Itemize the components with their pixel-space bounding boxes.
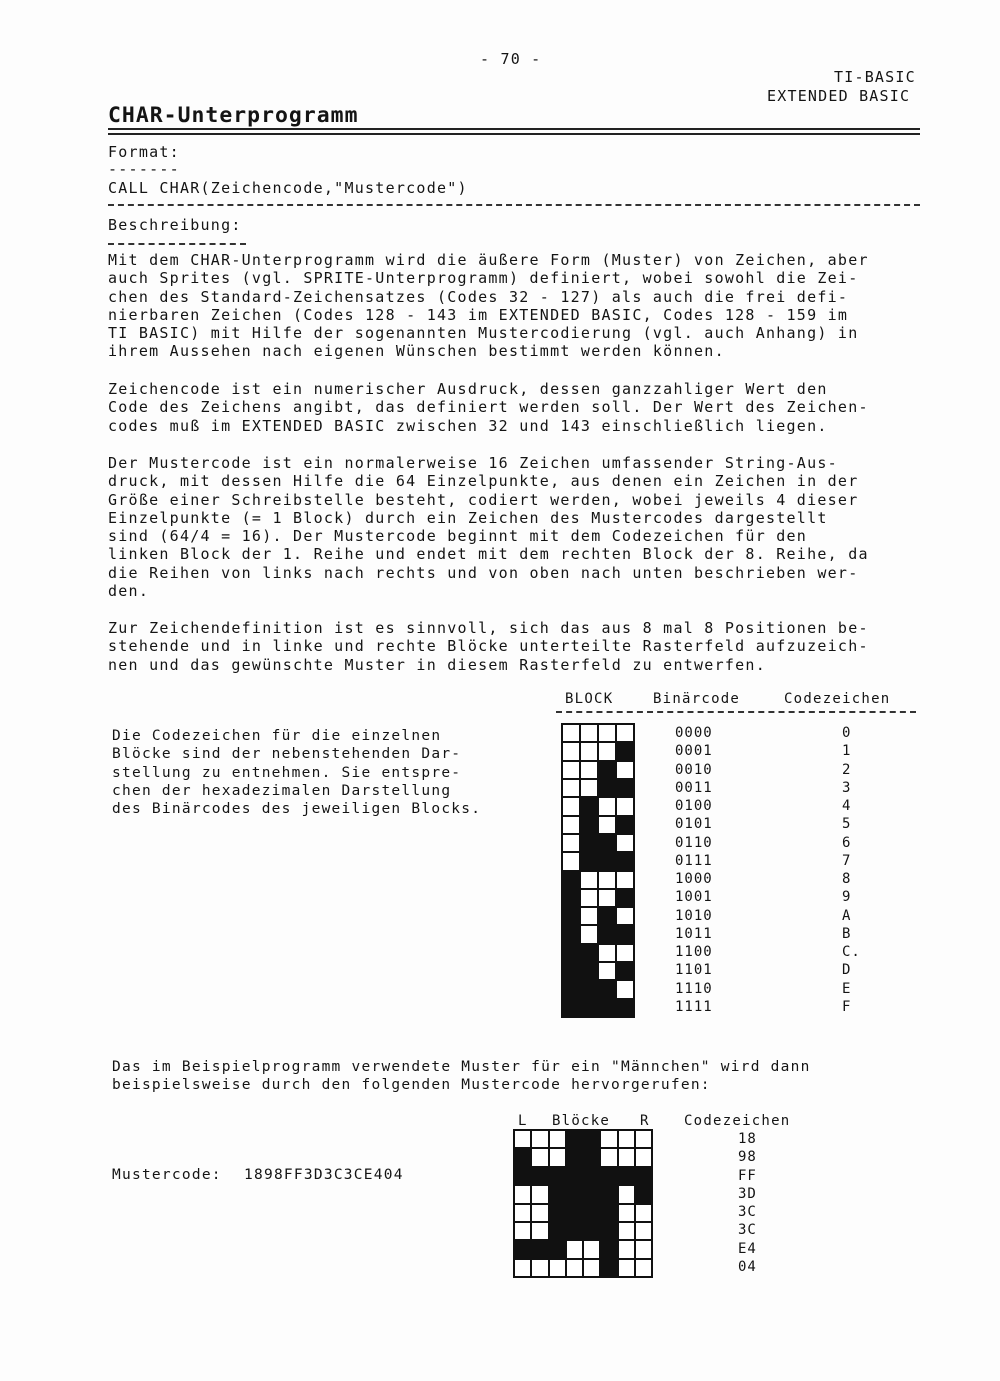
block-header: BLOCK	[565, 691, 614, 707]
page-number: - 70 -	[480, 50, 542, 68]
pattern-cell	[531, 1185, 548, 1203]
code-char: 4	[842, 798, 852, 814]
pattern-cell	[618, 1259, 635, 1277]
pattern-cell	[583, 1240, 600, 1258]
block-cell	[580, 834, 598, 852]
pattern-cell	[566, 1148, 583, 1166]
binary-code: 1010	[675, 907, 713, 924]
pattern-cell	[549, 1185, 566, 1203]
example-header-bloecke: Blöcke	[552, 1113, 611, 1129]
header-extended-basic: EXTENDED BASIC	[767, 87, 911, 105]
pattern-cell	[635, 1185, 652, 1203]
paragraph-4: Zur Zeichendefinition ist es sinnvoll, sich das aus 8 mal 8 Positionen be- stehende und in linke und rechte Blöcke unterteilte Rasterfeld aufzuzeich- nen und das gewünschte Muster in diesem Rasterfeld zu entwerfen.	[108, 619, 869, 674]
binary-code: 1101	[675, 962, 713, 979]
mustercode-label: Mustercode:	[112, 1167, 222, 1183]
code-char: 2	[842, 761, 852, 778]
pattern-cell	[600, 1148, 617, 1166]
block-cell	[616, 999, 634, 1017]
pattern-cell	[583, 1185, 600, 1203]
pattern-cell	[566, 1204, 583, 1222]
pattern-cell	[531, 1167, 548, 1185]
pattern-cell	[600, 1130, 617, 1148]
code-char: 3	[842, 779, 852, 796]
block-cell	[598, 834, 616, 852]
block-cell	[562, 980, 580, 998]
binary-code: 0010	[675, 761, 713, 778]
block-cell	[598, 980, 616, 998]
binary-code: 0101	[675, 816, 713, 833]
binary-code: 1110	[675, 980, 713, 997]
block-cell	[598, 871, 616, 889]
block-cell	[580, 852, 598, 870]
block-cell	[580, 779, 598, 797]
format-underline: -------	[108, 160, 180, 178]
block-cell	[580, 925, 598, 943]
block-cell	[598, 925, 616, 943]
format-dashed-rule	[108, 204, 920, 206]
pattern-cell	[618, 1240, 635, 1258]
row-code: 04	[738, 1258, 757, 1275]
codezeichen-header: Codezeichen	[784, 691, 891, 707]
block-cell	[562, 797, 580, 815]
block-cell	[616, 925, 634, 943]
block-cell	[562, 779, 580, 797]
pattern-cell	[514, 1204, 531, 1222]
pattern-cell	[618, 1185, 635, 1203]
pattern-cell	[566, 1222, 583, 1240]
pattern-cell	[635, 1148, 652, 1166]
page-title: CHAR-Unterprogramm	[108, 103, 359, 127]
block-cell	[562, 834, 580, 852]
block-cell	[562, 724, 580, 742]
pattern-cell	[514, 1167, 531, 1185]
block-cell	[616, 852, 634, 870]
pattern-cell	[549, 1222, 566, 1240]
title-double-rule	[108, 128, 920, 135]
pattern-cell	[583, 1130, 600, 1148]
pattern-cell	[531, 1240, 548, 1258]
pattern-cell	[583, 1148, 600, 1166]
block-cell	[580, 816, 598, 834]
pattern-cell	[600, 1185, 617, 1203]
block-cell	[580, 962, 598, 980]
block-cell	[580, 797, 598, 815]
block-cell	[580, 761, 598, 779]
block-cell	[616, 889, 634, 907]
binary-code: 0000	[675, 725, 713, 741]
row-code: 18	[738, 1131, 757, 1147]
row-code: 3C	[738, 1204, 757, 1220]
block-cell	[616, 742, 634, 760]
block-cell	[598, 944, 616, 962]
example-code-column	[738, 1130, 757, 1276]
format-syntax: CALL CHAR(Zeichencode,"Mustercode")	[108, 179, 468, 197]
block-cell	[562, 871, 580, 889]
pattern-cell	[531, 1222, 548, 1240]
pattern-cell	[566, 1130, 583, 1148]
pattern-cell	[618, 1204, 635, 1222]
code-char: 1	[842, 743, 852, 760]
block-cell	[616, 724, 634, 742]
binary-code: 1100	[675, 944, 713, 960]
block-cell	[580, 889, 598, 907]
block-cell	[580, 944, 598, 962]
block-cell	[598, 742, 616, 760]
pattern-cell	[600, 1204, 617, 1222]
example-intro: Das im Beispielprogramm verwendete Muster für ein "Männchen" wird dann beispielsweise durch den folgenden Mustercode hervorgerufen:	[112, 1059, 811, 1094]
block-cell	[562, 999, 580, 1017]
pattern-cell	[583, 1259, 600, 1277]
code-char: E	[842, 980, 852, 997]
pattern-cell	[531, 1204, 548, 1222]
binary-code: 1011	[675, 925, 713, 942]
row-code: FF	[738, 1167, 757, 1184]
header-ti-basic: TI-BASIC	[834, 68, 916, 86]
binary-code: 1111	[675, 998, 713, 1015]
binary-code: 1000	[675, 871, 713, 887]
binary-code: 0110	[675, 834, 713, 851]
pattern-cell	[531, 1259, 548, 1277]
binary-code: 0001	[675, 743, 713, 760]
block-cell	[562, 962, 580, 980]
block-cell	[562, 816, 580, 834]
block-cell	[580, 980, 598, 998]
pattern-cell	[618, 1148, 635, 1166]
code-char: 5	[842, 816, 852, 833]
pattern-cell	[514, 1222, 531, 1240]
block-cell	[562, 944, 580, 962]
block-cell	[562, 907, 580, 925]
pattern-cell	[566, 1259, 583, 1277]
block-pattern-grid	[561, 723, 635, 1018]
block-cell	[562, 889, 580, 907]
description-heading: Beschreibung:	[108, 216, 242, 234]
block-cell	[598, 889, 616, 907]
pattern-cell	[549, 1240, 566, 1258]
pattern-cell	[583, 1222, 600, 1240]
example-header-r: R	[640, 1113, 650, 1129]
block-cell	[616, 871, 634, 889]
pattern-cell	[549, 1259, 566, 1277]
block-cell	[580, 742, 598, 760]
block-cell	[598, 797, 616, 815]
pattern-cell	[566, 1240, 583, 1258]
code-char: 8	[842, 871, 852, 887]
pattern-cell	[566, 1167, 583, 1185]
paragraph-3: Der Mustercode ist ein normalerweise 16 Zeichen umfassender String-Aus- druck, mit dessen Hilfe die 64 Einzelpunkte, aus denen ein Zeichen in der Größe einer Schreibstelle besteht, codiert werden, wobei jeweils 4 dieser Einzelpunkte (= 1 Block) durch ein Zeichen des Mustercodes dargestellt sind (64/4 = 16). Der Mustercode beginnt mit dem Codezeichen für den linken Block der 1. Reihe und endet mit dem rechten Block der 8. Reihe, da die Reihen von links nach rechts und von oben nach unten beschrieben wer- den.	[108, 454, 869, 601]
pattern-cell	[600, 1259, 617, 1277]
binary-code: 0100	[675, 798, 713, 814]
block-cell	[616, 779, 634, 797]
block-cell	[598, 724, 616, 742]
row-code: 3C	[738, 1222, 757, 1239]
block-cell	[580, 871, 598, 889]
block-cell	[598, 852, 616, 870]
pattern-cell	[549, 1204, 566, 1222]
block-cell	[598, 779, 616, 797]
block-cell	[616, 980, 634, 998]
binary-header: Binärcode	[653, 691, 741, 707]
block-cell	[562, 852, 580, 870]
block-cell	[598, 816, 616, 834]
row-code: E4	[738, 1240, 757, 1257]
pattern-cell	[514, 1185, 531, 1203]
code-char: A	[842, 907, 852, 924]
format-heading: Format:	[108, 143, 180, 161]
maennchen-pattern-grid	[513, 1129, 653, 1278]
pattern-cell	[600, 1222, 617, 1240]
pattern-cell	[514, 1259, 531, 1277]
block-cell	[562, 761, 580, 779]
pattern-cell	[549, 1130, 566, 1148]
binary-code-column	[675, 724, 713, 1016]
pattern-cell	[618, 1130, 635, 1148]
code-char: C.	[842, 944, 861, 960]
block-cell	[598, 962, 616, 980]
pattern-cell	[635, 1130, 652, 1148]
row-code: 3D	[738, 1185, 757, 1202]
code-char: B	[842, 925, 852, 942]
example-header-l: L	[518, 1113, 528, 1129]
block-cell	[562, 742, 580, 760]
row-code: 98	[738, 1149, 757, 1166]
block-cell	[616, 834, 634, 852]
block-cell	[580, 724, 598, 742]
pattern-cell	[618, 1167, 635, 1185]
pattern-cell	[531, 1130, 548, 1148]
block-table-rule	[556, 711, 916, 713]
block-cell	[598, 907, 616, 925]
block-cell	[598, 761, 616, 779]
description-underline	[108, 243, 246, 245]
pattern-cell	[635, 1167, 652, 1185]
pattern-cell	[635, 1240, 652, 1258]
block-cell	[616, 761, 634, 779]
binary-code: 1001	[675, 889, 713, 906]
block-cell	[562, 925, 580, 943]
block-cell	[580, 907, 598, 925]
code-char: D	[842, 962, 852, 979]
block-cell	[616, 797, 634, 815]
binary-code: 0011	[675, 779, 713, 796]
example-header-codes: Codezeichen	[684, 1113, 791, 1129]
pattern-cell	[514, 1148, 531, 1166]
code-char: 7	[842, 852, 852, 869]
pattern-cell	[549, 1148, 566, 1166]
block-cell	[616, 816, 634, 834]
code-char: 0	[842, 725, 852, 741]
pattern-cell	[583, 1204, 600, 1222]
pattern-cell	[514, 1130, 531, 1148]
block-cell	[616, 962, 634, 980]
pattern-cell	[635, 1204, 652, 1222]
pattern-cell	[531, 1148, 548, 1166]
code-char: 9	[842, 889, 852, 906]
code-char-column	[842, 724, 861, 1016]
binary-code: 0111	[675, 852, 713, 869]
block-cell	[616, 944, 634, 962]
pattern-cell	[618, 1222, 635, 1240]
block-cell	[598, 999, 616, 1017]
pattern-cell	[549, 1167, 566, 1185]
block-cell	[616, 907, 634, 925]
pattern-cell	[635, 1259, 652, 1277]
mustercode-value: 1898FF3D3C3CE404	[244, 1167, 404, 1183]
block-cell	[580, 999, 598, 1017]
code-char: 6	[842, 834, 852, 851]
pattern-cell	[635, 1222, 652, 1240]
pattern-cell	[600, 1167, 617, 1185]
pattern-cell	[600, 1240, 617, 1258]
paragraph-1: Mit dem CHAR-Unterprogramm wird die äußere Form (Muster) von Zeichen, aber auch Sprites (vgl. SPRITE-Unterprogramm) definiert, wobei sowohl die Zei- chen des Standard-Zeichensatzes (Codes 32 - 127) als auch die frei defi- nierbaren Zeichen (Codes 128 - 143 im EXTENDED BASIC, Codes 128 - 159 im TI BASIC) mit Hilfe der sogenannten Mustercodierung (vgl. auch Anhang) in ihrem Aussehen nach eigenen Wünschen bestimmt werden können.	[108, 251, 869, 361]
block-side-text: Die Codezeichen für die einzelnen Blöcke sind der nebenstehenden Dar- stellung zu entnehmen. Sie entspre- chen der hexadezimalen Darstellung des Binärcodes des jeweiligen Blocks.	[112, 728, 482, 818]
paragraph-2: Zeichencode ist ein numerischer Ausdruck, dessen ganzzahliger Wert den Code des Zeichens angibt, das definiert werden soll. Der Wert des Zeichen- codes muß im EXTENDED BASIC zwischen 32 und 143 einschließlich liegen.	[108, 380, 869, 435]
code-char: F	[842, 998, 852, 1015]
pattern-cell	[583, 1167, 600, 1185]
pattern-cell	[566, 1185, 583, 1203]
pattern-cell	[514, 1240, 531, 1258]
